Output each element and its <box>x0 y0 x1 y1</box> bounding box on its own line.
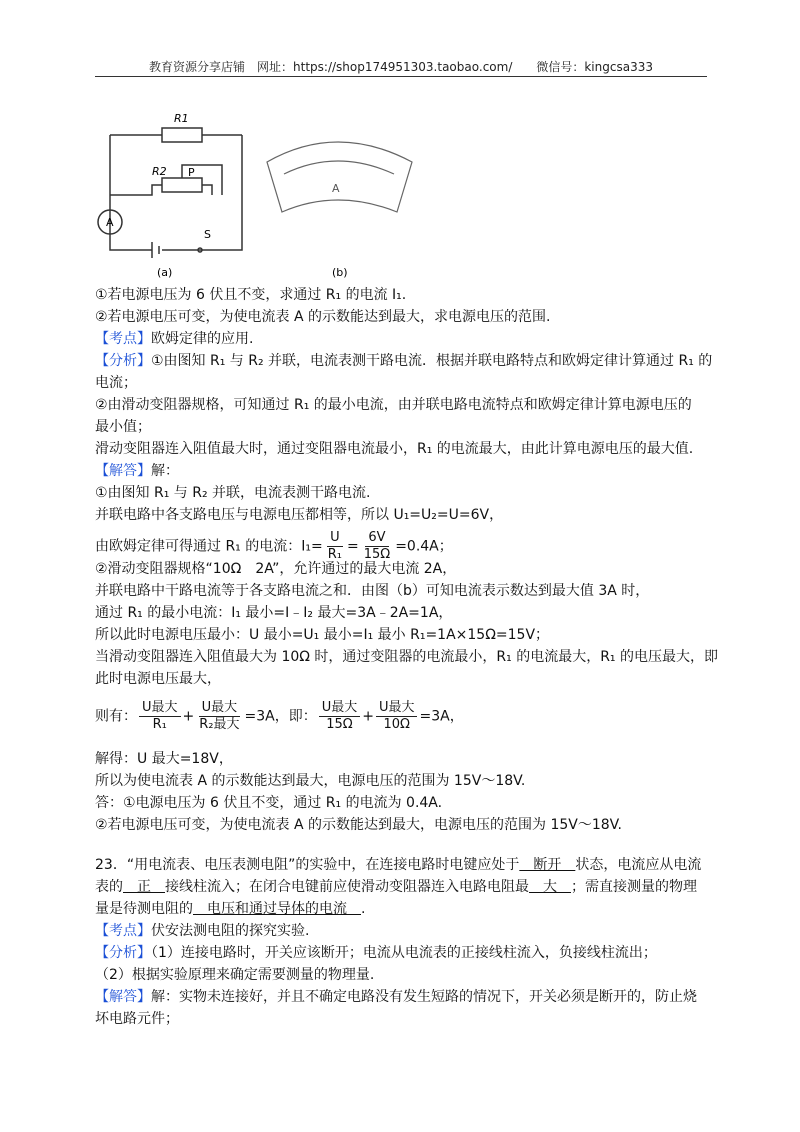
fraction: $\frac{\text{U最大}}{15\Omega}$ <box>319 700 361 733</box>
text-line: （2）根据实验原理来确定需要测量的物理量. <box>95 967 375 983</box>
text-line: ②由滑动变阻器规格，可知通过 R₁ 的最小电流，由并联电路电流特点和欧姆定律计算电源电压的 <box>95 397 692 413</box>
header-divider <box>95 76 707 77</box>
caption-b: (b) <box>332 266 348 279</box>
ohm-prefix: 由欧姆定律可得通过 R₁ 的电流：I₁= <box>95 538 323 555</box>
label-r2: R2 <box>152 165 167 178</box>
page-header: 教育资源分享店铺 网址：https://shop174951303.taobao.com/ 微信号：kingcsa333 <box>149 60 653 74</box>
label-r1: R1 <box>174 112 189 125</box>
q23-line-1: 23．“用电流表、电压表测电阻”的实验中，在连接电路时电键应处于 断开 状态，电流应从电流 <box>95 857 702 873</box>
text-line: ②若电源电压可变，为使电流表 A 的示数能达到最大，求电源电压的范围. <box>95 309 551 325</box>
meter-letter: A <box>332 182 340 195</box>
text-line: 当滑动变阻器连入阻值最大为 10Ω 时，通过变阻器的电流最小，R₁ 的电流最大，R₁ 的电压最大，即 <box>95 649 718 665</box>
text-line: 所以此时电源电压最小：U 最小=U₁ 最小=I₁ 最小 R₁=1A×15Ω=15V； <box>95 627 550 643</box>
label-switch: S <box>204 228 211 241</box>
fraction: $\frac{6V}{15\Omega}$ <box>363 530 391 562</box>
label-p: P <box>188 166 195 179</box>
text-line: 并联电路中各支路电压与电源电压都相等，所以 U₁=U₂=U=6V， <box>95 507 504 523</box>
then-equation: 则有： $\frac{\text{U最大}}{\text{R₁}}$ + $\frac{\text{U最大}}{\text{R₂最大}}$ =3A，即： $\frac{\text{U最大}}{15\Omega}$ + $\frac{\text{U最大}}{10\Omega}$ =3A， <box>95 700 464 732</box>
fraction: $\frac{\text{U最大}}{\text{R₂最大}}$ <box>199 700 240 732</box>
text-line: 【解答】解：实物未连接好，并且不确定电路没有发生短路的情况下，开关必须是断开的，防止烧 <box>95 989 697 1005</box>
label-ammeter: A <box>106 216 114 229</box>
text-line: 并联电路中干路电流等于各支路电流之和．由图（b）可知电流表示数达到最大值 3A 时， <box>95 583 650 599</box>
circuit-diagram-a <box>98 128 242 258</box>
text-line: ①若电源电压为 6 伏且不变，求通过 R₁ 的电流 I₁. <box>95 287 407 303</box>
q23-line-3: 量是待测电阻的 电压和通过导体的电流 . <box>95 901 366 917</box>
text-line: 电流； <box>95 375 137 391</box>
caption-a: (a) <box>157 266 173 279</box>
q23-line-2: 表的 正 接线柱流入；在闭合电键前应使滑动变阻器连入电路电阻最 大 ；需直接测量的物理 <box>95 879 697 895</box>
fraction: $\frac{\text{U最大}}{\text{R₁}}$ <box>139 700 181 733</box>
text-line: 此时电源电压最大， <box>95 671 221 687</box>
text-line: 【考点】伏安法测电阻的探究实验. <box>95 923 310 939</box>
text-line: ①由图知 R₁ 与 R₂ 并联，电流表测干路电流. <box>95 485 371 501</box>
ammeter-dial-b <box>267 142 412 212</box>
text-line: 【分析】（1）连接电路时，开关应该断开；电流从电流表的正接线柱流入，负接线柱流出； <box>95 945 657 961</box>
text-line: 所以为使电流表 A 的示数能达到最大，电源电压的范围为 15V～18V. <box>95 773 526 789</box>
text-line: 【考点】欧姆定律的应用. <box>95 331 254 347</box>
text-line: ②若电源电压可变，为使电流表 A 的示数能达到最大，电源电压的范围为 15V～18V. <box>95 817 622 833</box>
text-line: 滑动变阻器连入阻值最大时，通过变阻器电流最小，R₁ 的电流最大，由此计算电源电压的最大值. <box>95 441 694 457</box>
text-line: 【分析】①由图知 R₁ 与 R₂ 并联，电流表测干路电流．根据并联电路特点和欧姆定律计算通过 R₁ 的 <box>95 353 713 369</box>
text-line: ②滑动变阻器规格“10Ω 2A”，允许通过的最大电流 2A， <box>95 561 457 577</box>
fraction: $\frac{U}{\text{R₁}}$ <box>327 530 342 562</box>
ohm-equation: 由欧姆定律可得通过 R₁ 的电流：I₁= $\frac{U}{\text{R₁}}$ = $\frac{6V}{15\Omega}$ =0.4A； <box>95 530 453 562</box>
text-line: 坏电路元件； <box>95 1011 179 1027</box>
fraction: $\frac{\text{U最大}}{10\Omega}$ <box>376 700 418 733</box>
text-line: 【解答】解： <box>95 463 179 479</box>
circuit-and-meter-figure <box>92 100 422 280</box>
text-line: 答：①电源电压为 6 伏且不变，通过 R₁ 的电流为 0.4A. <box>95 795 443 811</box>
text-line: 解得：U 最大=18V， <box>95 751 233 767</box>
text-line: 通过 R₁ 的最小电流：I₁ 最小=I﹣I₂ 最大=3A﹣2A=1A， <box>95 605 453 621</box>
text-line: 最小值； <box>95 419 151 435</box>
